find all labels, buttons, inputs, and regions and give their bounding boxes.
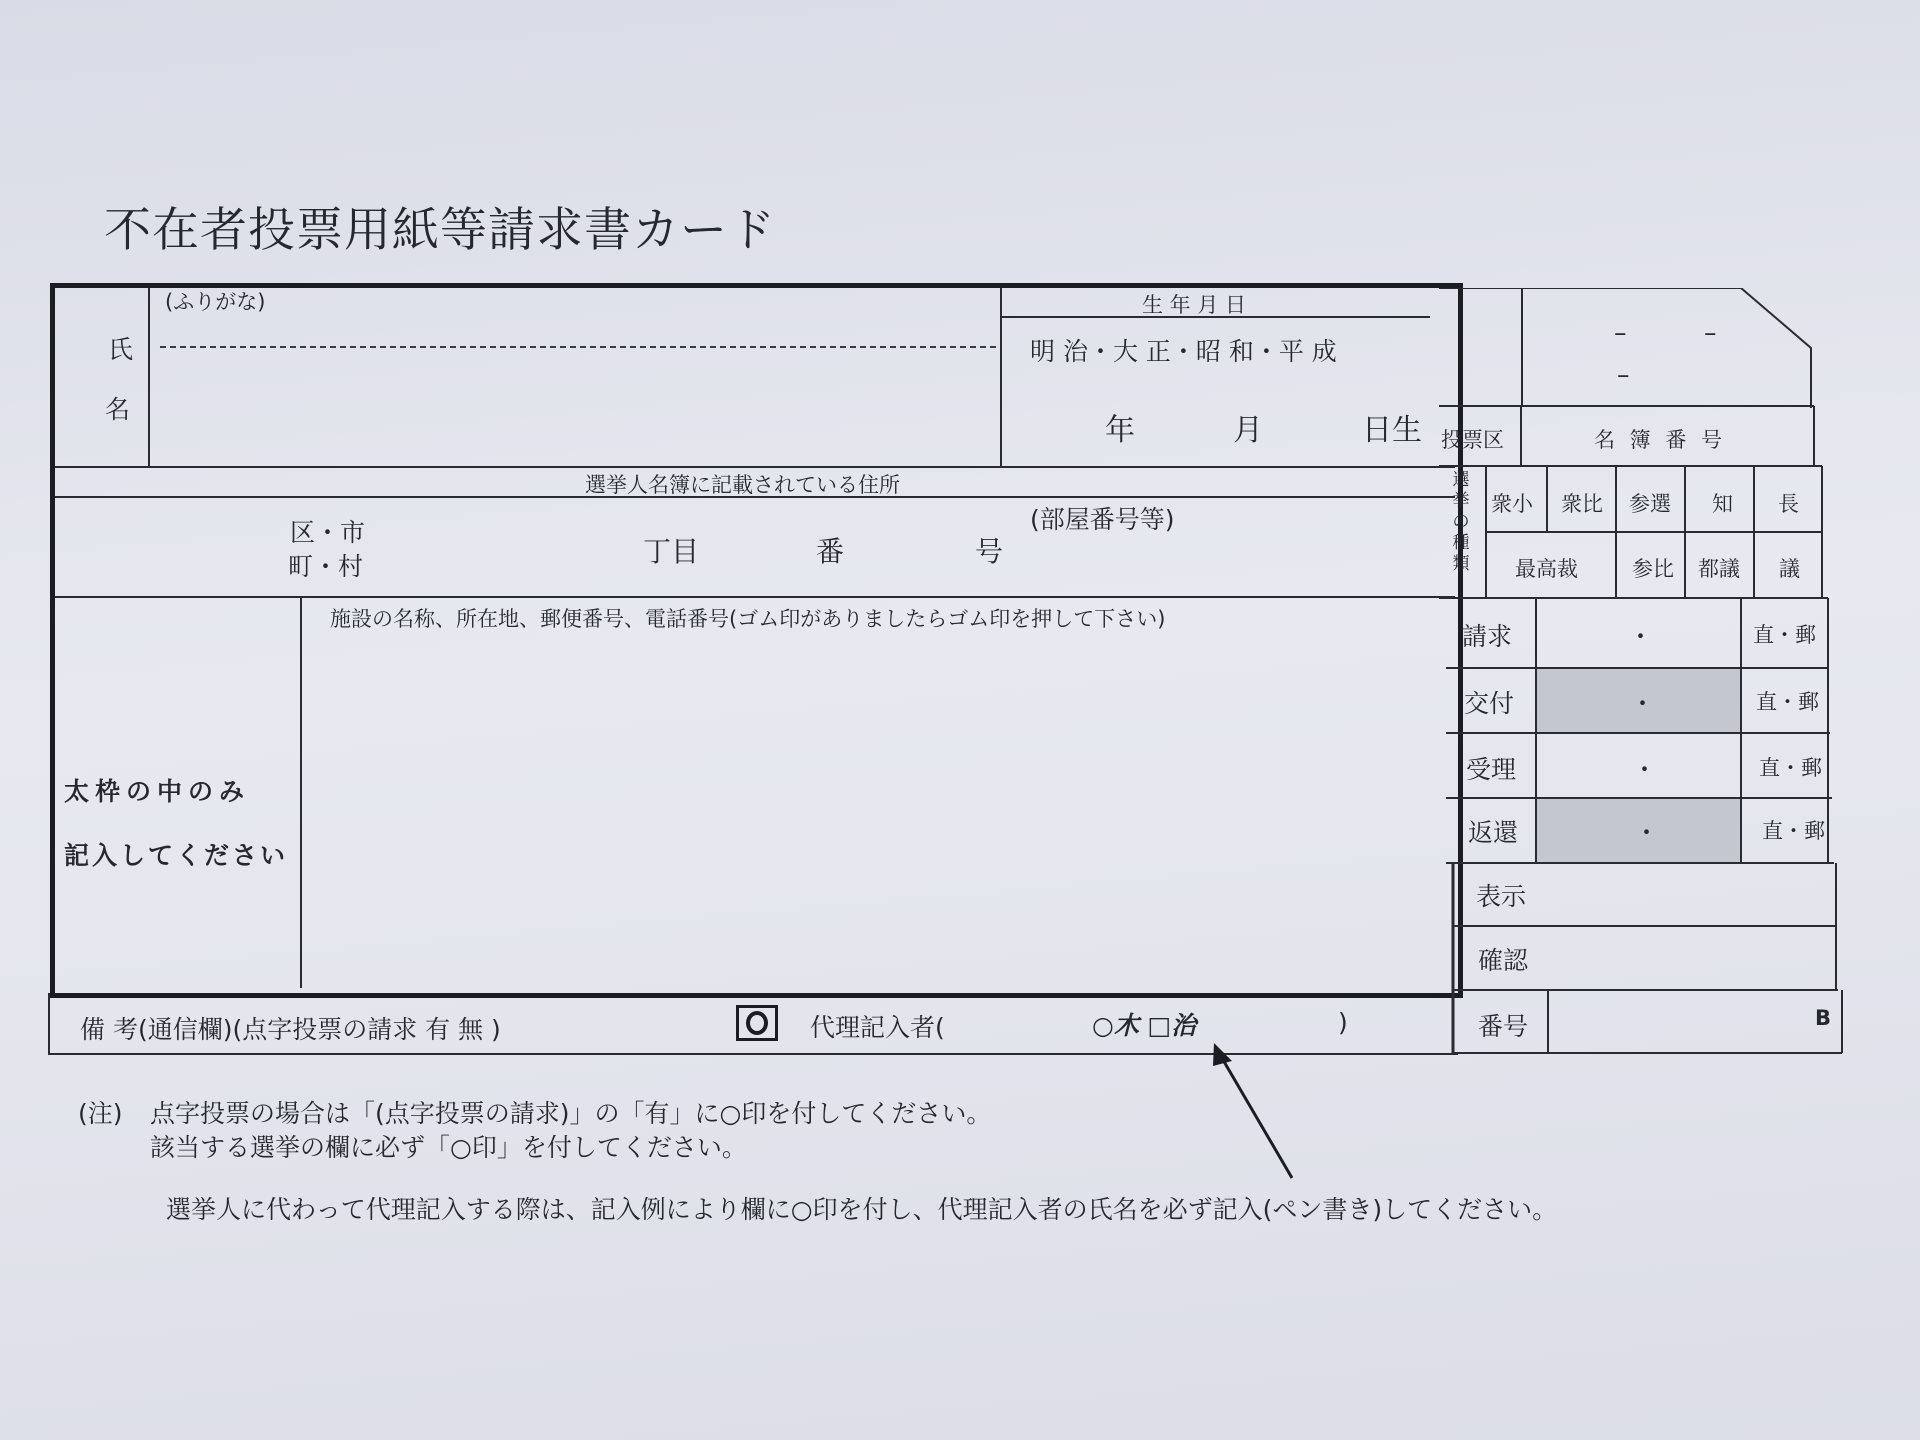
return-label: 返還: [1468, 818, 1519, 847]
remarks-label: 備 考(通信欄)(点字投票の請求 有 無 ): [80, 1015, 501, 1044]
notes-prefix: (注): [78, 1099, 123, 1128]
address-go: 号: [975, 535, 1004, 568]
request-dot: ・: [1628, 622, 1654, 651]
type-san-sen[interactable]: 参選: [1629, 492, 1671, 516]
side-dash-1: –: [1614, 318, 1627, 347]
form-code: B: [1815, 1006, 1832, 1030]
facility-divider: [300, 598, 302, 988]
notes-line-1: 点字投票の場合は「(点字投票の請求)」の「有」に○印を付してください。: [150, 1099, 992, 1128]
confirm-label: 確認: [1478, 946, 1529, 975]
proxy-label: 代理記入者(: [810, 1013, 945, 1042]
delivery-dot: ・: [1630, 689, 1656, 718]
name-label-top: 氏: [108, 335, 134, 364]
form-title: 不在者投票用紙等請求書カード: [104, 203, 776, 258]
notes-line-3: 選挙人に代わって代理記入する際は、記入例により欄に○印を付し、代理記入者の氏名を必ず記入(ペン書き)してください。: [166, 1195, 1558, 1224]
address-chome: 丁目: [643, 535, 700, 568]
furigana-label: (ふりがな): [165, 290, 266, 314]
facility-note-line2: 記入してください: [64, 841, 289, 870]
facility-note-line1: 太枠の中のみ: [64, 777, 251, 806]
proxy-close: ): [1338, 1008, 1348, 1037]
birth-year-label: 年: [1105, 413, 1135, 448]
address-header: 選挙人名簿に記載されている住所: [585, 473, 900, 497]
name-birth-divider: [1000, 288, 1002, 466]
delivery-method[interactable]: 直・郵: [1756, 690, 1819, 714]
furigana-dashed-line: [160, 346, 996, 348]
type-gi[interactable]: 議: [1779, 557, 1800, 581]
type-chiji[interactable]: 知: [1712, 492, 1733, 516]
request-method[interactable]: 直・郵: [1753, 623, 1816, 647]
name-label-bottom: 名: [105, 395, 131, 424]
address-top-line: [55, 466, 1455, 468]
receipt-dot: ・: [1632, 755, 1658, 784]
return-dot: ・: [1634, 818, 1660, 847]
type-to-gi[interactable]: 都議: [1698, 557, 1740, 581]
display-label: 表示: [1476, 882, 1527, 911]
address-ku-shi: 区・市: [290, 518, 366, 547]
type-san-hi[interactable]: 参比: [1632, 557, 1674, 581]
address-ban: 番: [816, 535, 845, 568]
remarks-left-line: [48, 993, 50, 1053]
proxy-circle-mark[interactable]: [736, 1005, 778, 1041]
birth-month-label: 月: [1233, 413, 1263, 448]
receipt-method[interactable]: 直・郵: [1759, 756, 1822, 780]
side-dash-2: –: [1704, 318, 1717, 347]
address-machi-mura: 町・村: [288, 552, 364, 581]
delivery-label: 交付: [1464, 689, 1515, 718]
facility-input-area[interactable]: [305, 640, 1445, 980]
type-saikosai[interactable]: 最高裁: [1515, 557, 1578, 581]
name-input-area[interactable]: [152, 350, 997, 462]
request-label: 請求: [1462, 622, 1513, 651]
notes-line-2: 該当する選挙の欄に必ず「○印」を付してください。: [150, 1133, 747, 1162]
facility-instruction: 施設の名称、所在地、郵便番号、電話番号(ゴム印がありましたらゴム印を押して下さい): [330, 607, 1166, 631]
address-room: (部屋番号等): [1030, 505, 1175, 534]
type-shu-sho[interactable]: 衆小: [1491, 492, 1533, 516]
proxy-example-name[interactable]: ○木 □治: [1092, 1011, 1197, 1040]
circle-mark-icon: [746, 1011, 768, 1035]
birth-day-label: 日生: [1362, 413, 1422, 448]
remarks-bottom-line: [48, 1053, 1458, 1055]
type-cho[interactable]: 長: [1778, 492, 1799, 516]
side-dash-3: –: [1617, 360, 1630, 389]
birth-header: 生 年 月 日: [1142, 293, 1247, 317]
receipt-label: 受理: [1466, 755, 1517, 784]
election-type-label: 選挙の種類: [1452, 470, 1470, 574]
facility-top-line: [55, 596, 1455, 598]
district-label: 投票区: [1441, 428, 1504, 452]
birth-eras[interactable]: 明 治・大 正・昭 和・平 成: [1030, 337, 1337, 366]
address-input-area[interactable]: [60, 500, 1450, 592]
type-shu-hi[interactable]: 衆比: [1561, 492, 1603, 516]
return-method[interactable]: 直・郵: [1762, 819, 1825, 843]
name-label-divider: [148, 288, 150, 466]
register-number-label: 名 簿 番 号: [1594, 428, 1727, 452]
number-label: 番号: [1478, 1012, 1529, 1041]
